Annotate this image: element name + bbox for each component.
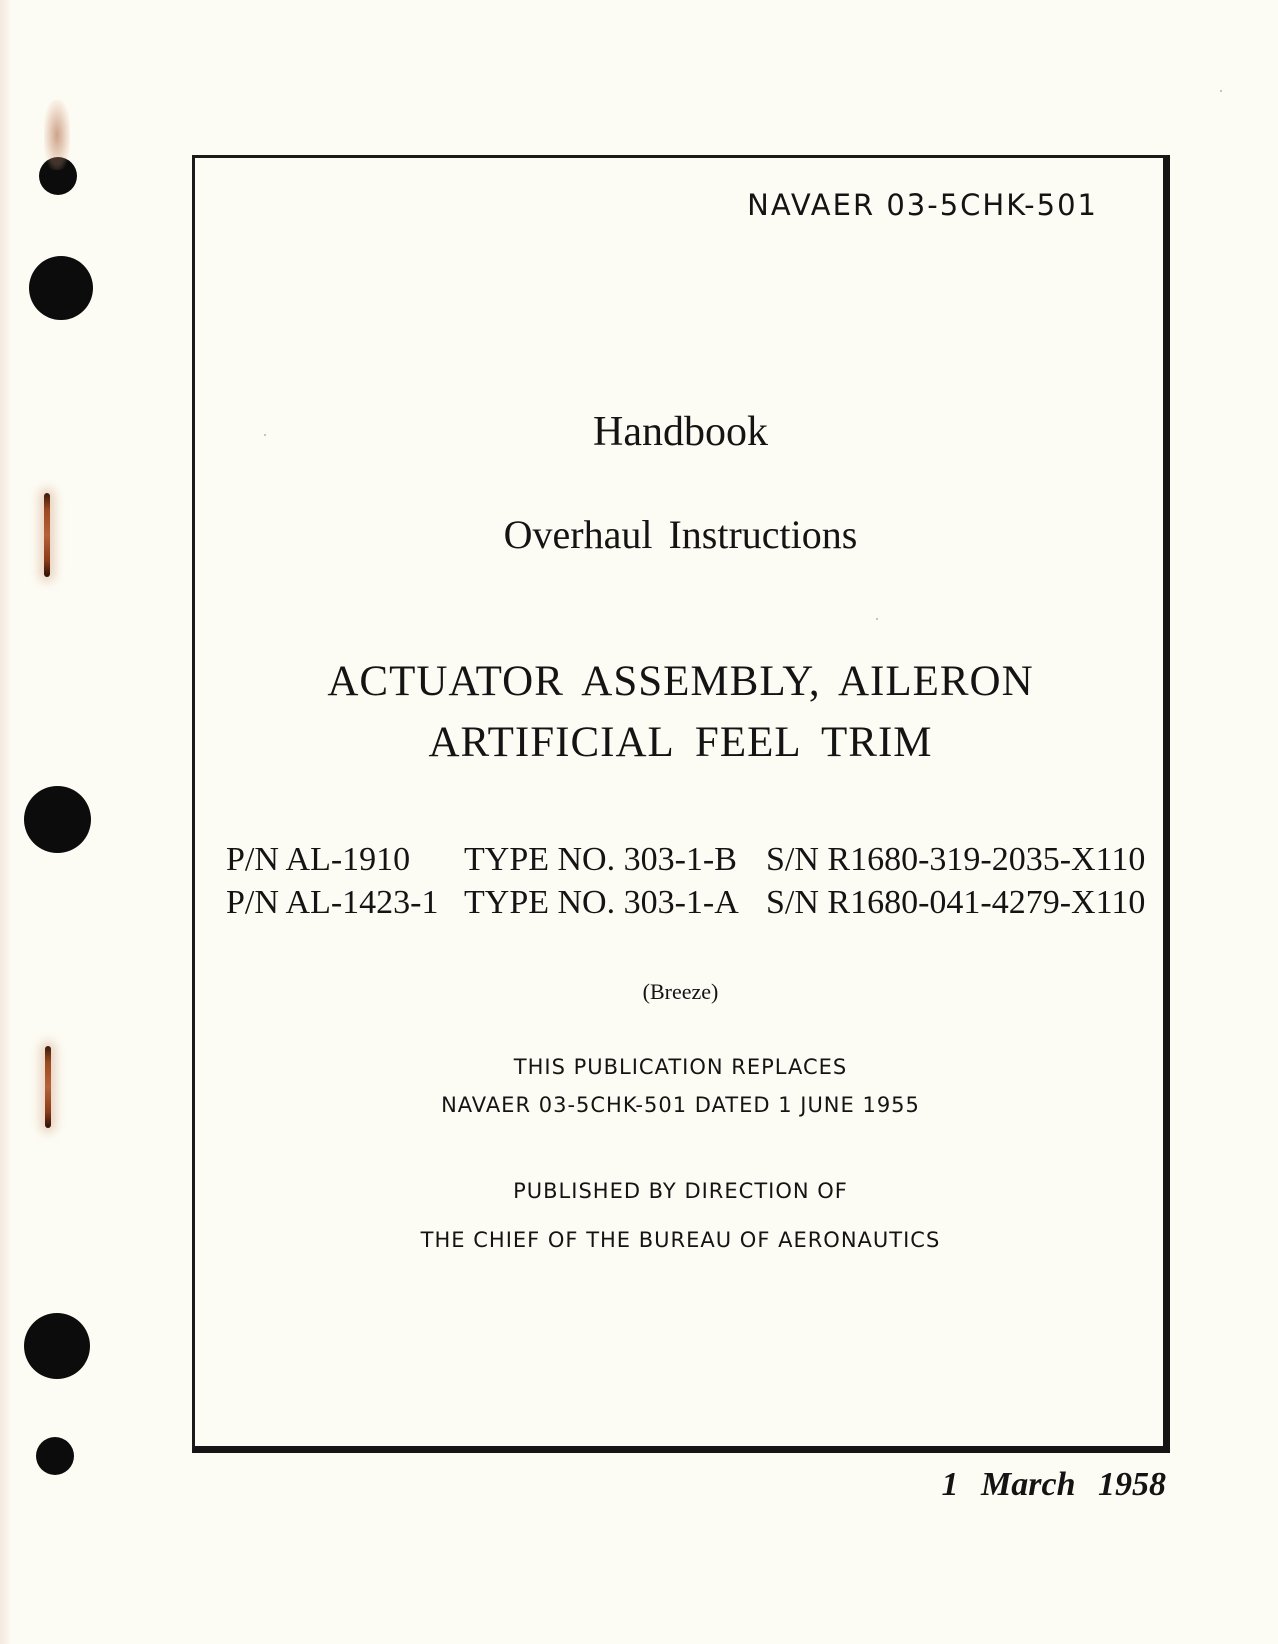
replaces-notice-line-1: THIS PUBLICATION REPLACES — [513, 1055, 848, 1079]
part-number: P/N AL-1910 — [226, 841, 411, 878]
paper-speck — [1220, 90, 1222, 92]
serial-number: S/N R1680-319-2035-X110 — [766, 841, 1146, 878]
rust-stain — [44, 100, 70, 170]
type-number: TYPE NO. 303-1-A — [464, 884, 739, 921]
handbook-label: Handbook — [593, 409, 768, 455]
published-by-line-2: THE CHIEF OF THE BUREAU OF AERONAUTICS — [420, 1228, 941, 1252]
binder-hole-icon — [24, 1313, 90, 1379]
part-number: P/N AL-1423-1 — [226, 884, 439, 921]
published-by-line-1: PUBLISHED BY DIRECTION OF — [513, 1179, 848, 1203]
binder-hole-icon — [36, 1437, 74, 1475]
binder-hole-icon — [24, 786, 91, 853]
serial-number: S/N R1680-041-4279-X110 — [766, 884, 1146, 921]
part-row — [226, 841, 1145, 879]
cover-frame — [192, 155, 1170, 1453]
staple-rust-mark — [44, 493, 50, 577]
manufacturer: (Breeze) — [642, 979, 719, 1004]
page-edge — [0, 0, 10, 1644]
title-line-1: ACTUATOR ASSEMBLY, AILERON — [327, 658, 1034, 705]
part-row — [226, 884, 1145, 922]
replaces-notice-line-2: NAVAER 03-5CHK-501 DATED 1 JUNE 1955 — [441, 1093, 920, 1117]
subtitle: Overhaul Instructions — [503, 512, 858, 557]
publication-date: 1 March 1958 — [941, 1466, 1166, 1503]
type-number: TYPE NO. 303-1-B — [464, 841, 737, 878]
staple-rust-mark — [45, 1046, 51, 1128]
binder-hole-icon — [29, 256, 93, 320]
publication-number: NAVAER 03-5CHK-501 — [747, 188, 1098, 222]
title-line-2: ARTIFICIAL FEEL TRIM — [428, 719, 933, 766]
